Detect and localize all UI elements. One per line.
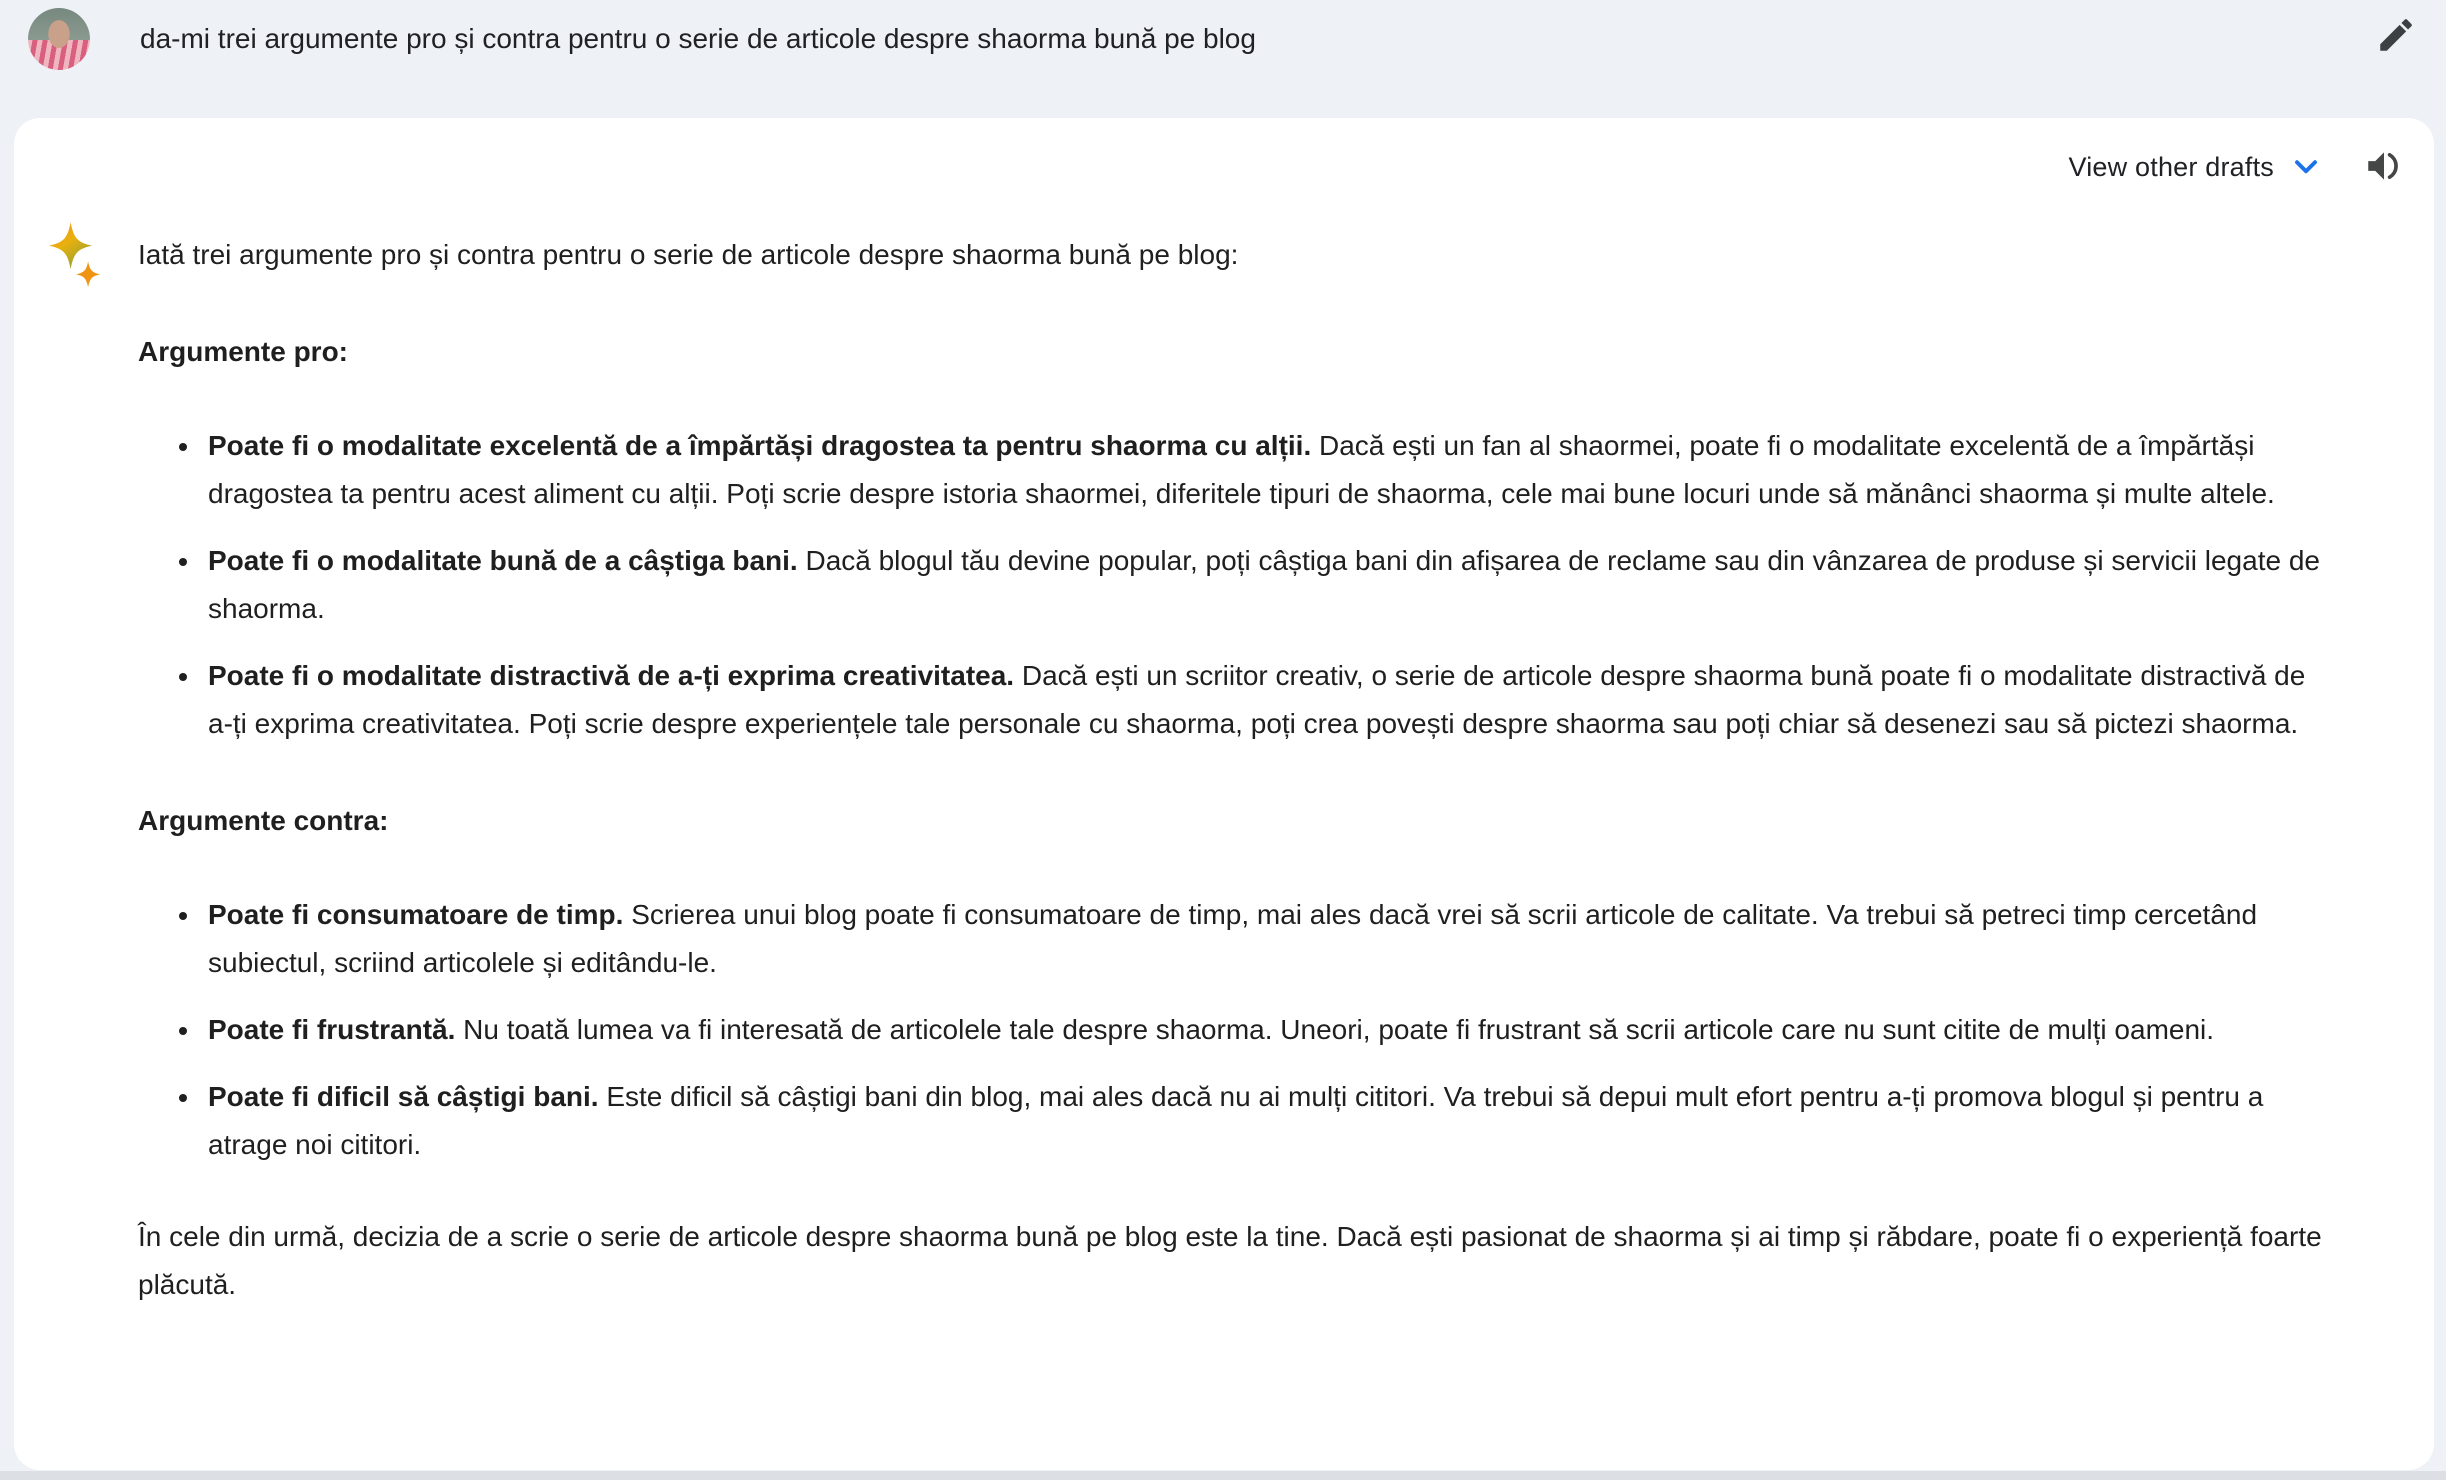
response-card: [14, 118, 2434, 1470]
bottom-divider: [0, 1471, 2446, 1480]
bullet-rest: Nu toată lumea va fi interesată de articolele tale despre shaorma. Uneori, poate fi frustrant să scrii articole care nu sunt citite de mulți oameni.: [463, 1014, 2215, 1045]
pencil-icon: [2375, 14, 2417, 59]
contra-list: [138, 891, 2334, 1169]
response-intro: Iată trei argumente pro și contra pentru o serie de articole despre shaorma bună pe blog:: [138, 239, 1239, 270]
response-outro: În cele din urmă, decizia de a scrie o serie de articole despre shaorma bună pe blog este la tine. Dacă ești pasionat de shaorma și ai timp și răbdare, poate fi o experiență foarte plăcută.: [138, 1221, 2322, 1300]
pro-list: [138, 422, 2334, 748]
list-item: [202, 537, 2334, 633]
bullet-rest: Scrierea unui blog poate fi consumatoare de timp, mai ales dacă vrei să scrii articole de calitate. Va trebui să petreci timp cercetând subiectul, scriind articolele și editându-le.: [208, 899, 2258, 978]
bullet-rest: Dacă ești un scriitor creativ, o serie de articole despre shaorma bună poate fi o modalitate distractivă de a-ți exprima creativitatea. Poți scrie despre experiențele tale personale cu shaorma, poți crea povești despre shaorma sau poți chiar să desenezi sau să pictezi shaorma.: [208, 660, 2306, 739]
question-text: da-mi trei argumente pro și contra pentru o serie de articole despre shaorma bună pe blog: [140, 23, 1256, 54]
bullet-lead: Poate fi dificil să câștigi bani.: [208, 1081, 599, 1112]
response-content: [14, 118, 2434, 1309]
bullet-rest: Dacă blogul tău devine popular, poți câștiga bani din afișarea de reclame sau din vânzarea de produse și servicii legate de shaorma.: [208, 545, 2320, 624]
bullet-rest: Dacă ești un fan al shaormei, poate fi o modalitate excelentă de a împărtăși dragostea ta pentru acest aliment cu alții. Poți scrie despre istoria shaormei, diferitele tipuri de shaorma, cele mai bune locuri unde să mănânci shaorma și multe altele.: [208, 430, 2275, 509]
user-avatar: [28, 8, 90, 70]
list-item: [202, 652, 2334, 748]
question-bar: [0, 0, 2446, 118]
list-item: [202, 891, 2334, 987]
heading-argumente-contra: Argumente contra:: [138, 805, 389, 836]
list-item: [202, 1073, 2334, 1169]
bullet-rest: Este dificil să câștigi bani din blog, mai ales dacă nu ai mulți cititori. Va trebui să depui mult efort pentru a-ți promova blogul și pentru a atrage noi cititori.: [208, 1081, 2264, 1160]
list-item: [202, 1006, 2334, 1054]
heading-argumente-pro: Argumente pro:: [138, 336, 348, 367]
edit-question-button[interactable]: [2374, 14, 2418, 58]
bullet-lead: Poate fi frustrantă.: [208, 1014, 456, 1045]
bullet-lead: Poate fi o modalitate bună de a câștiga bani.: [208, 545, 798, 576]
bullet-lead: Poate fi o modalitate excelentă de a împărtăși dragostea ta pentru shaorma cu alții.: [208, 430, 1312, 461]
view-other-drafts-label: View other drafts: [2068, 152, 2274, 182]
list-item: [202, 422, 2334, 518]
bullet-lead: Poate fi consumatoare de timp.: [208, 899, 624, 930]
bullet-lead: Poate fi o modalitate distractivă de a-ți exprima creativitatea.: [208, 660, 1015, 691]
